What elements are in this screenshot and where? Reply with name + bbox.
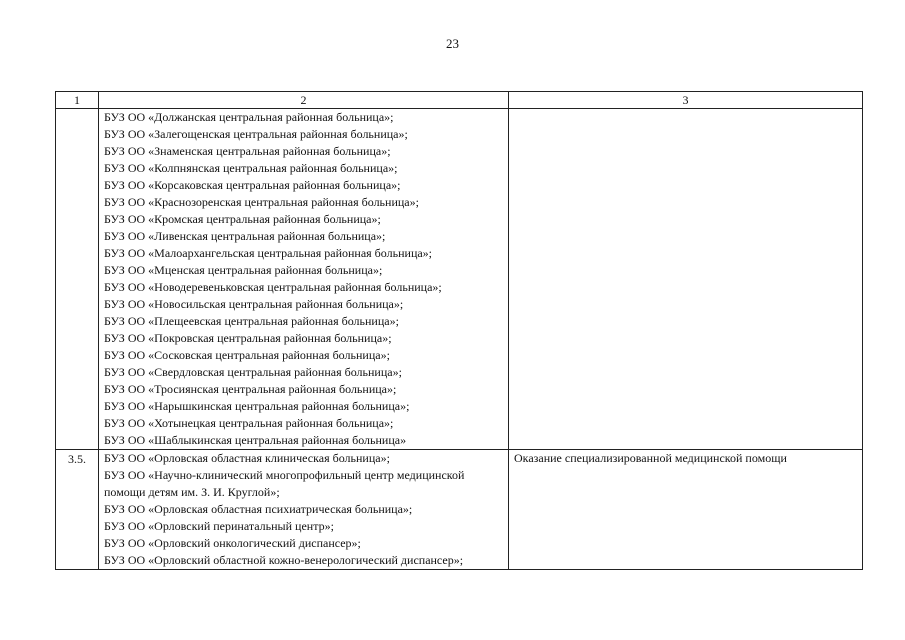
organization-name: БУЗ ОО «Краснозоренская центральная районная больница»;: [104, 195, 419, 209]
organization-name: БУЗ ОО «Орловский перинатальный центр»;: [104, 519, 334, 533]
table-row: [56, 109, 863, 450]
organization-name: БУЗ ОО «Мценская центральная районная больница»;: [104, 263, 383, 277]
organization-name: БУЗ ОО «Малоархангельская центральная районная больница»;: [104, 246, 433, 260]
organization-name: БУЗ ОО «Колпнянская центральная районная больница»;: [104, 161, 398, 175]
organization-name: БУЗ ОО «Знаменская центральная районная больница»;: [104, 144, 391, 158]
column-header-3: 3: [509, 92, 863, 109]
organization-name: БУЗ ОО «Плещеевская центральная районная больница»;: [104, 314, 399, 328]
page-number: 23: [446, 36, 459, 51]
row-number: 3.5.: [56, 450, 99, 570]
organizations-cell: [99, 450, 509, 570]
organizations-cell: [99, 109, 509, 450]
organization-name: БУЗ ОО «Тросиянская центральная районная больница»;: [104, 382, 397, 396]
service-description: Оказание специализированной медицинской помощи: [509, 450, 863, 570]
organization-name: БУЗ ОО «Ливенская центральная районная больница»;: [104, 229, 386, 243]
table-row: [56, 450, 863, 570]
organization-name: БУЗ ОО «Новосильская центральная районная больница»;: [104, 297, 404, 311]
document-table: [55, 91, 863, 570]
table-header-row: [56, 92, 863, 109]
column-header-2: 2: [99, 92, 509, 109]
organization-name: БУЗ ОО «Орловский областной кожно-венерологический диспансер»;: [104, 553, 464, 567]
service-description: [509, 109, 863, 450]
organization-name: БУЗ ОО «Шаблыкинская центральная районная больница»: [104, 433, 407, 447]
column-header-1: 1: [56, 92, 99, 109]
table-body: [56, 109, 863, 570]
organization-name: БУЗ ОО «Корсаковская центральная районная больница»;: [104, 178, 401, 192]
organization-name: БУЗ ОО «Орловская областная клиническая больница»;: [104, 451, 390, 465]
organization-name: БУЗ ОО «Залегощенская центральная районная больница»;: [104, 127, 408, 141]
organization-name: БУЗ ОО «Научно-клинический многопрофильный центр медицинской помощи детям им. З. И. Круглой»;: [104, 468, 465, 499]
organization-name: БУЗ ОО «Покровская центральная районная больница»;: [104, 331, 392, 345]
organization-name: БУЗ ОО «Новодеревеньковская центральная районная больница»;: [104, 280, 442, 294]
organization-name: БУЗ ОО «Хотынецкая центральная районная больница»;: [104, 416, 394, 430]
row-number: [56, 109, 99, 450]
organization-name: БУЗ ОО «Сосковская центральная районная больница»;: [104, 348, 390, 362]
organization-name: БУЗ ОО «Кромская центральная районная больница»;: [104, 212, 381, 226]
organization-name: БУЗ ОО «Свердловская центральная районная больница»;: [104, 365, 402, 379]
organization-name: БУЗ ОО «Должанская центральная районная больница»;: [104, 110, 394, 124]
organization-name: БУЗ ОО «Орловский онкологический диспансер»;: [104, 536, 361, 550]
organization-name: БУЗ ОО «Нарышкинская центральная районная больница»;: [104, 399, 410, 413]
organization-name: БУЗ ОО «Орловская областная психиатрическая больница»;: [104, 502, 413, 516]
